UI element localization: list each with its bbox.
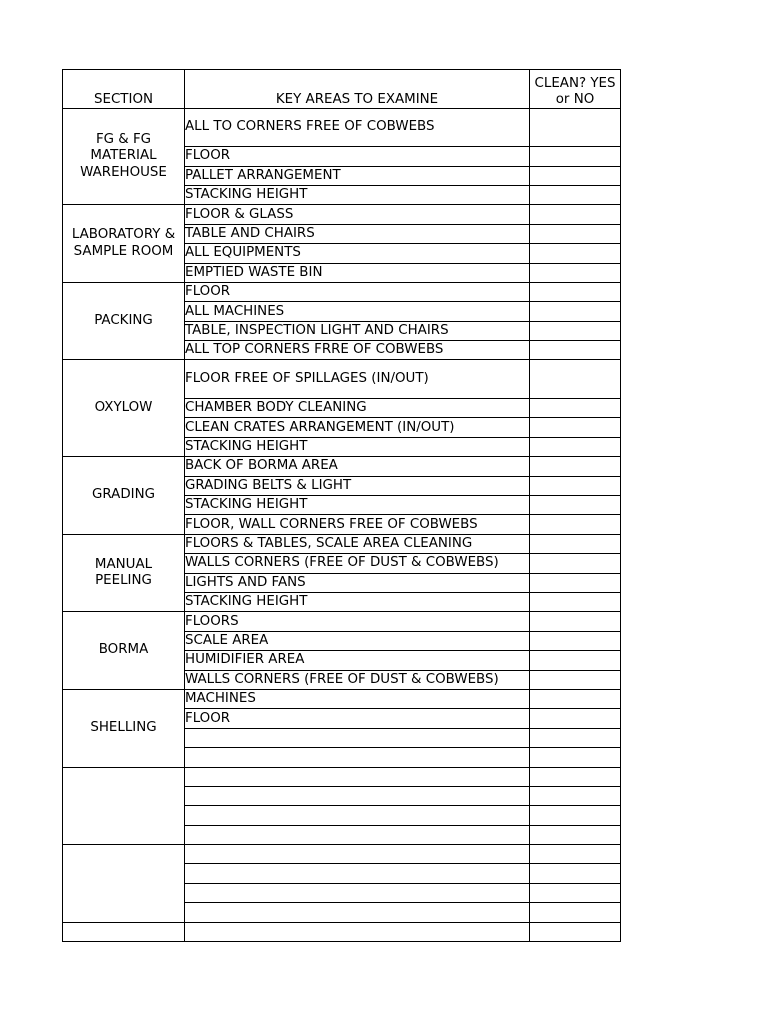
key-area-cell: ALL TOP CORNERS FRRE OF COBWEBS: [185, 341, 530, 360]
clean-yes-no-cell[interactable]: [530, 864, 621, 883]
section-name-cell: [63, 612, 185, 690]
key-area-cell: MACHINES: [185, 689, 530, 708]
key-area-cell: [185, 728, 530, 747]
clean-yes-no-cell[interactable]: [530, 263, 621, 282]
clean-header-line2: or NO: [555, 91, 595, 107]
key-area-cell: [185, 748, 530, 767]
table-row: [63, 108, 621, 147]
key-area-cell: PALLET ARRANGEMENT: [185, 166, 530, 185]
key-area-cell: ALL MACHINES: [185, 302, 530, 321]
key-areas-header: KEY AREAS TO EXAMINE: [185, 70, 530, 109]
key-area-cell: STACKING HEIGHT: [185, 437, 530, 456]
key-area-cell: TABLE, INSPECTION LIGHT AND CHAIRS: [185, 321, 530, 340]
clean-yes-no-cell[interactable]: [530, 748, 621, 767]
clean-yes-no-cell[interactable]: [530, 728, 621, 747]
table-row: [63, 205, 621, 224]
table-row: [63, 534, 621, 553]
cleaning-checklist-table: [62, 69, 621, 942]
section-name-line: OXYLOW: [94, 400, 153, 416]
section-name-line: WAREHOUSE: [80, 164, 167, 180]
clean-yes-no-cell[interactable]: [530, 534, 621, 553]
section-name-cell: [63, 205, 185, 283]
key-area-cell: TABLE AND CHAIRS: [185, 224, 530, 243]
clean-yes-no-cell[interactable]: [530, 554, 621, 573]
section-name-cell: [63, 767, 185, 845]
clean-yes-no-cell[interactable]: [530, 108, 621, 147]
clean-yes-no-cell[interactable]: [530, 185, 621, 204]
clean-yes-no-cell[interactable]: [530, 573, 621, 592]
clean-yes-no-cell[interactable]: [530, 709, 621, 728]
key-area-cell: WALLS CORNERS (FREE OF DUST & COBWEBS): [185, 670, 530, 689]
clean-yes-no-cell[interactable]: [530, 515, 621, 534]
clean-yes-no-cell[interactable]: [530, 883, 621, 902]
clean-header: [530, 70, 621, 109]
key-area-cell: STACKING HEIGHT: [185, 185, 530, 204]
clean-yes-no-cell[interactable]: [530, 476, 621, 495]
key-area-cell: WALLS CORNERS (FREE OF DUST & COBWEBS): [185, 554, 530, 573]
clean-yes-no-cell[interactable]: [530, 360, 621, 399]
section-name-line: PEELING: [95, 573, 152, 589]
section-name-cell: [63, 360, 185, 457]
section-name-cell: [63, 845, 185, 923]
clean-yes-no-cell[interactable]: [530, 224, 621, 243]
clean-yes-no-cell[interactable]: [530, 321, 621, 340]
clean-yes-no-cell[interactable]: [530, 592, 621, 611]
clean-yes-no-cell[interactable]: [530, 845, 621, 864]
clean-yes-no-cell[interactable]: [530, 922, 621, 941]
clean-yes-no-cell[interactable]: [530, 825, 621, 844]
table-row: [63, 457, 621, 476]
section-name-line: GRADING: [92, 487, 155, 503]
table-row: [63, 612, 621, 631]
key-area-cell: EMPTIED WASTE BIN: [185, 263, 530, 282]
section-name-line: LABORATORY &: [71, 227, 176, 243]
clean-yes-no-cell[interactable]: [530, 806, 621, 825]
key-area-cell: BACK OF BORMA AREA: [185, 457, 530, 476]
clean-yes-no-cell[interactable]: [530, 457, 621, 476]
clean-yes-no-cell[interactable]: [530, 631, 621, 650]
section-name-line: BORMA: [98, 642, 149, 658]
key-area-cell: STACKING HEIGHT: [185, 592, 530, 611]
section-name-line: MATERIAL: [90, 148, 157, 164]
section-name-line: PACKING: [94, 312, 153, 328]
key-area-cell: ALL EQUIPMENTS: [185, 244, 530, 263]
key-area-cell: [185, 825, 530, 844]
key-area-cell: ALL TO CORNERS FREE OF COBWEBS: [185, 108, 530, 147]
clean-yes-no-cell[interactable]: [530, 903, 621, 922]
key-area-cell: SCALE AREA: [185, 631, 530, 650]
clean-yes-no-cell[interactable]: [530, 786, 621, 805]
key-area-cell: [185, 806, 530, 825]
key-area-cell: FLOORS: [185, 612, 530, 631]
clean-yes-no-cell[interactable]: [530, 612, 621, 631]
key-area-cell: HUMIDIFIER AREA: [185, 651, 530, 670]
key-area-cell: FLOOR: [185, 709, 530, 728]
key-area-cell: LIGHTS AND FANS: [185, 573, 530, 592]
section-name-cell: [63, 108, 185, 205]
clean-yes-no-cell[interactable]: [530, 418, 621, 437]
key-area-cell: [185, 767, 530, 786]
clean-yes-no-cell[interactable]: [530, 767, 621, 786]
key-area-cell: FLOORS & TABLES, SCALE AREA CLEANING: [185, 534, 530, 553]
clean-yes-no-cell[interactable]: [530, 341, 621, 360]
clean-yes-no-cell[interactable]: [530, 205, 621, 224]
section-name-cell: [63, 457, 185, 535]
clean-yes-no-cell[interactable]: [530, 651, 621, 670]
clean-yes-no-cell[interactable]: [530, 282, 621, 301]
section-name-cell: [63, 689, 185, 767]
section-name-line: FG & FG: [95, 131, 152, 147]
table-row: [63, 845, 621, 864]
section-name-cell: [63, 282, 185, 360]
section-name-line: SHELLING: [90, 719, 157, 735]
key-area-cell: [185, 883, 530, 902]
key-area-cell: [185, 864, 530, 883]
key-area-cell: FLOOR FREE OF SPILLAGES (IN/OUT): [185, 360, 530, 399]
key-area-cell: [185, 845, 530, 864]
key-area-cell: STACKING HEIGHT: [185, 496, 530, 515]
key-area-cell: [185, 903, 530, 922]
table-row: [63, 767, 621, 786]
section-name-line: SAMPLE ROOM: [73, 243, 174, 259]
section-header: SECTION: [63, 70, 185, 109]
key-area-cell: CHAMBER BODY CLEANING: [185, 399, 530, 418]
key-area-cell: FLOOR, WALL CORNERS FREE OF COBWEBS: [185, 515, 530, 534]
section-name-cell: [63, 922, 185, 941]
clean-yes-no-cell[interactable]: [530, 166, 621, 185]
clean-yes-no-cell[interactable]: [530, 496, 621, 515]
key-area-cell: [185, 922, 530, 941]
clean-yes-no-cell[interactable]: [530, 302, 621, 321]
clean-header-line1: CLEAN? YES: [534, 75, 616, 91]
clean-yes-no-cell[interactable]: [530, 670, 621, 689]
clean-yes-no-cell[interactable]: [530, 147, 621, 166]
checklist-body: [63, 108, 621, 941]
table-row: [63, 689, 621, 708]
clean-yes-no-cell[interactable]: [530, 399, 621, 418]
key-area-cell: GRADING BELTS & LIGHT: [185, 476, 530, 495]
key-area-cell: [185, 786, 530, 805]
table-row: [63, 922, 621, 941]
key-area-cell: FLOOR: [185, 282, 530, 301]
key-area-cell: FLOOR: [185, 147, 530, 166]
section-name-cell: [63, 534, 185, 612]
clean-yes-no-cell[interactable]: [530, 689, 621, 708]
table-row: [63, 282, 621, 301]
clean-yes-no-cell[interactable]: [530, 244, 621, 263]
table-row: [63, 360, 621, 399]
key-area-cell: FLOOR & GLASS: [185, 205, 530, 224]
clean-yes-no-cell[interactable]: [530, 437, 621, 456]
section-name-line: MANUAL: [94, 556, 153, 572]
key-area-cell: CLEAN CRATES ARRANGEMENT (IN/OUT): [185, 418, 530, 437]
header-row: [63, 70, 621, 109]
